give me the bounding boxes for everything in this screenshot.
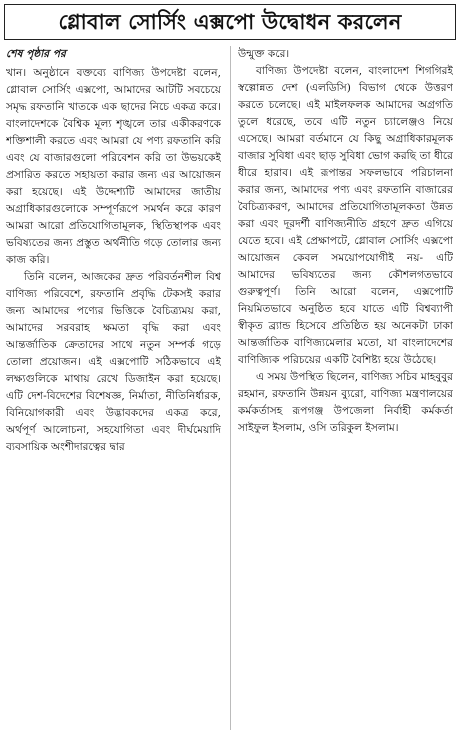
article-column-left xyxy=(6,46,221,730)
article-paragraph: এ সময় উপস্থিত ছিলেন, বাণিজ্য সচিব মাহবুবুর রহমান, রফতানি উন্নয়ন ব্যুরো, বাণিজ্য মন্ত্রণালয়ের কর্মকর্তাসহ রূপগঞ্জ উপজেলা নির্বাহী কর্মকর্তা সাইফুল ইসলাম, ওসি তরিকুল ইসলাম। xyxy=(238,371,453,434)
column-divider xyxy=(230,46,231,730)
continued-from-label: শেষ পৃষ্ঠার পর xyxy=(6,48,66,60)
article-paragraph: তিনি বলেন, আজকের দ্রুত পরিবর্তনশীল বিশ্ব বাণিজ্য পরিবেশে, রফতানি প্রবৃদ্ধি টেকসই করার জন্য আমাদের পণ্যের ভিত্তিকে বৈচিত্র্যময় করা, আমাদের সরবরাহ ক্ষমতা বৃদ্ধি করা এবং আন্তর্জাতিক ক্রেতাদের সাথে নতুন সম্পর্ক গড়ে তোলা প্রয়োজন। এই এক্সপোটি সঠিকভাবে এই লক্ষ্যগুলিকে মাথায় রেখে ডিজাইন করা হয়েছে। এটি দেশ-বিদেশের বিশেষজ্ঞ, নির্মাতা, নীতিনির্ধারক, বিনিয়োগকারী এবং উদ্ভাবকদের একত্র করে, অর্থপূর্ণ আলোচনা, সহযোগিতা এবং দীর্ঘমেয়াদি ব্যবসায়িক অংশীদারত্বের দ্বার xyxy=(6,271,221,453)
article-paragraph: বাণিজ্য উপদেষ্টা বলেন, বাংলাদেশ শিগগিরই স্বল্পোন্নত দেশ (এলডিসি) বিভাগ থেকে উত্তরণ করতে চলেছে। এই মাইলফলক আমাদের অগ্রগতি তুলে ধরেছে, তবে এটি নতুন চ্যালেঞ্জও নিয়ে এসেছে। আমরা বর্তমানে যে কিছু অগ্রাধিকারমূলক বাজার সুবিধা এবং ছাড় সুবিধা ভোগ করছি তা ধীরে ধীরে হারাব। এই রূপান্তর সফলভাবে পরিচালনা করার জন্য, আমাদের পণ্য এবং রফতানি বাজারের বৈচিত্র্যকরণ, আমাদের প্রতিযোগিতামূলকতা উন্নত করা এবং দূরদর্শী বাণিজ্যনীতি গ্রহণে দ্রুত এগিয়ে যেতে হবে। এই প্রেক্ষাপটে, গ্লোবাল সোর্সিং এক্সপো আয়োজন কেবল সময়োপযোগীই নয়- এটি আমাদের ভবিষ্যতের জন্য কৌশলগতভাবে গুরুত্বপূর্ণ। তিনি আরো বলেন, এক্সপোটি নিয়মিতভাবে অনুষ্ঠিত হবে যাতে এটি বিশ্বব্যাপী স্বীকৃত ব্র্যান্ড হিসেবে প্রতিষ্ঠিত হয় অনেকটা ঢাকা আন্তর্জাতিক বাণিজ্যমেলার মতো, যা বাংলাদেশের বাণিজ্যিক পরিচয়ের একটি বৈশিষ্ট্য হয়ে উঠেছে। xyxy=(238,65,453,366)
headline-box xyxy=(4,4,456,40)
article-paragraph: খান। অনুষ্ঠানে বক্তব্যে বাণিজ্য উপদেষ্টা বলেন, গ্লোবাল সোর্সিং এক্সপো, আমাদের আটটি সবচেয়ে সমৃদ্ধ রফতানি খাতকে এক ছাদের নিচে একত্র করে। বাংলাদেশকে বৈশ্বিক মূল্য শৃঙ্খলে তার একীকরণকে শক্তিশালী করতে এবং আমরা যে পণ্য রফতানি করি এবং যে বাজারগুলো পরিবেশন করি তা উভয়কেই প্রসারিত করতে সহায়তা করার জন্য এর আয়োজন করা হয়েছে। এই উদ্দেশ্যটি আমাদের জাতীয় অগ্রাধিকারগুলোকে সম্পূর্ণরূপে সমর্থন করে কারণ আমরা আরো প্রতিযোগিতামূলক, স্থিতিস্থাপক এবং ভবিষ্যতের জন্য প্রস্তুত অর্থনীতি গড়ে তোলার জন্য কাজ করি। xyxy=(6,67,221,266)
article-paragraph: উন্মুক্ত করে। xyxy=(238,48,290,60)
article-column-right xyxy=(238,46,453,730)
headline: গ্লোবাল সোর্সিং এক্সপো উদ্বোধন করলেন xyxy=(58,9,402,34)
